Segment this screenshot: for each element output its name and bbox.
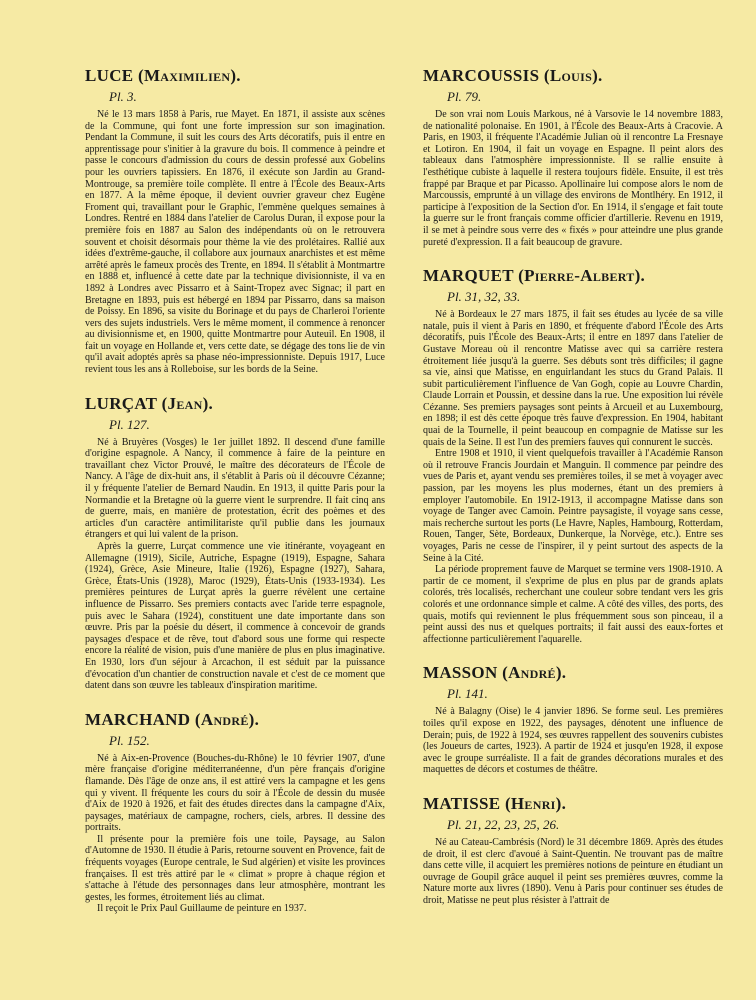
artist-entry xyxy=(423,66,723,248)
artist-firstname: (André). xyxy=(502,663,567,683)
plate-reference: Pl. 3. xyxy=(109,89,137,104)
artist-entry xyxy=(85,394,385,692)
biography-paragraph: Né au Cateau-Cambrésis (Nord) le 31 décembre 1869. Après des études de droit, il est clerc d'avoué à Saint-Quentin. Ne trouvant pas de maître dans cette ville, il acquiert les premières notions de peinture en étudiant un ouvrage de Goupil grâce auquel il peint ses premières œuvres, comme la Nature morte aux livres (1890). Venu à Paris pour continuer ses études de droit, Matisse ne peut plus résister à l'attrait de xyxy=(423,836,723,906)
biography-paragraph: Après la guerre, Lurçat commence une vie itinérante, voyageant en Allemagne (1919), Sicile, Autriche, Espagne (1919), Espagne, Sahara (1924), Grèce, Asie Mineure, Italie (1926), Espagne (1927), Sahara, Grèce, États-Unis (1928), Maroc (1929), États-Unis (1933-1934). Les premières peintures de Lurçat après la guerre révèlent une certaine influence de Pissarro. Ses premiers contacts avec l'aride terre espagnole, puis avec le Sahara (1924), constituent une date importante dans son œuvre. Pris par la poésie du désert, il commence à concevoir de grands paysages d'espace et de rêve, tout d'abord sous une forme qui respecte encore la réalité de vision, puis d'une manière de plus en plus imaginative. En 1930, lors d'un séjour à Arcachon, il est séduit par la puissance d'évocation d'un chantier de construction navale et c'est de ce moment que datent dans son œuvre les tableaux d'inspiration maritime. xyxy=(85,541,385,692)
right-column xyxy=(423,66,723,924)
plate-reference: Pl. 141. xyxy=(447,686,488,702)
plate-reference: Pl. 127. xyxy=(109,416,150,432)
artist-name xyxy=(85,710,385,730)
artist-firstname: (Louis). xyxy=(543,66,603,85)
artist-surname: MASSON xyxy=(423,663,498,683)
artist-biography xyxy=(423,837,723,907)
artist-name xyxy=(85,394,385,414)
biography-paragraph: Entre 1908 et 1910, il vient quelquefois travailler à l'Académie Ranson où il retrouve Francis Jourdain et Manguin. Il commence par peindre des vues de Paris et, ayant vendu ses premières toiles, il se met à voyager avec passion, par les moyens les plus modernes, étant un des premiers à employer l'automobile. En 1912-1913, il accompagne Matisse dans son voyage de Tanger avec Camoin. Peintre paysagiste, il voyage sans cesse, mais recherche surtout les ports (Le Havre, Naples, Hambourg, Rotterdam, Rouen, Tanger, Sète, Bordeaux, Dunkerque, la Norvège, etc.). Entre ses voyages, Paris ne cesse de l'inspirer, il y peint surtout des aspects de la Seine à la Cité. xyxy=(423,448,723,564)
plate-reference: Pl. 21, 22, 23, 25, 26. xyxy=(447,816,560,832)
biography-paragraph: Né à Bruyères (Vosges) le 1er juillet 1892. Il descend d'une famille d'origine espagnole. A Nancy, il commence à faire de la peinture en travaillant chez Victor Prouvé, le maître des décorateurs de l'École de Nancy. A l'âge de dix-huit ans, il s'établit à Paris où il découvre Cézanne; il y fréquente l'atelier de Bernard Naudin. En 1913, il quitte Paris pour la Normandie et la Bretagne où la guerre vient le surprendre. Il fait cinq ans de guerre, mais, en manière de protestation, écrit des poèmes et des articles d'un caractère antimilitariste qu'il publie dans les journaux étrangers et qui lui valent de la prison. xyxy=(85,436,385,541)
artist-firstname: (Maximilien). xyxy=(138,66,241,85)
left-column xyxy=(85,66,385,933)
artist-entry xyxy=(85,710,385,915)
artist-biography xyxy=(85,753,385,915)
artist-biography xyxy=(85,109,385,376)
artist-name xyxy=(423,266,723,286)
plate-reference: Pl. 79. xyxy=(447,89,482,104)
artist-entry xyxy=(85,66,385,376)
artist-surname: MARQUET xyxy=(423,266,514,286)
biography-paragraph: De son vrai nom Louis Markous, né à Varsovie le 14 novembre 1883, de nationalité polonaise. En 1901, à l'École des Beaux-Arts à Cracovie. A Paris, en 1903, il fréquente l'Académie Julian où il rencontre La Fresnaye et Lotiron. En 1904, il fait un voyage en Espagne. Il peint alors des tableaux dans l'atmosphère impressionniste. Il se rallie ensuite à l'esthétique cubiste à laquelle il restera toujours fidèle. Ensuite, il est très frappé par Braque et par Picasso. Apollinaire lui compose alors le nom de Marcoussis, emprunté à un village des environs de Montlhéry. En 1912, il participe à l'exposition de la Section d'or. En 1914, il s'engage et fait toute la guerre sur le front français comme officier d'artillerie. Revenu en 1919, il se met à peindre sous verre des « fixés » pour atteindre une plus grande pureté d'expression. Il a fait beaucoup de gravure. xyxy=(423,109,723,248)
artist-firstname: (Henri). xyxy=(504,793,567,813)
artist-biography xyxy=(423,109,723,248)
biography-paragraph: Né à Bordeaux le 27 mars 1875, il fait ses études au lycée de sa ville natale, puis il vient à Paris en 1890, et fréquente d'abord l'École des Arts décoratifs, puis l'École des Beaux-Arts; il entre en 1897 dans l'atelier de Gustave Moreau où il rencontre Matisse avec qui sa carrière restera étroitement liée jusqu'à la guerre. Ses débuts sont très difficiles; il gagne sa vie, ainsi que Matisse, en enguirlandant les stucs du Grand Palais. Il subit particulièrement l'influence de Van Gogh, copie au Louvre Chardin, Claude Lorrain et Poussin, et dessine dans la rue. Une exposition lui révèle Cézanne. Ses premiers paysages sont peints à Arcueil et au Luxembourg, en 1898; il est dès cette époque très fauve d'expression. En 1904, habitant quai de la Tournelle, il peint beaucoup en compagnie de Matisse sur les quais de la Seine. Il est l'un des premiers fauves qui connurent le succès. xyxy=(423,309,723,448)
biography-paragraph: Il présente pour la première fois une toile, Paysage, au Salon d'Automne de 1930. Il étudie à Paris, retourne souvent en Provence, fait de fréquents voyages (Europe centrale, le Sud algérien) et visite les provinces françaises. Il est très attiré par le « climat » propre à chaque région et s'attache à l'étude des personnages dans leur atmosphère, montrant les gestes, les formes, étroitement liés au climat. xyxy=(85,833,385,903)
artist-entry xyxy=(423,266,723,645)
plate-reference: Pl. 31, 32, 33. xyxy=(447,289,521,305)
biography-paragraph: La période proprement fauve de Marquet se termine vers 1908-1910. A partir de ce moment, il s'exprime de plus en plus par de grands aplats colorés, très localisés, recherchant une couleur sobre tendant vers les gris colorés et une ordonnance simple et calme. A côté des villes, des ports, des quais, motifs qui reviennent le plus fréquemment sous son pinceau, il a peint aussi des nus et quelques portraits; il fait aussi des eaux-fortes et affectionne particulièrement l'aquarelle. xyxy=(423,564,723,645)
artist-name xyxy=(423,663,723,683)
artist-surname: MARCHAND xyxy=(85,709,191,729)
artist-surname: MATISSE xyxy=(423,793,501,813)
biography-paragraph: Il reçoit le Prix Paul Guillaume de peinture en 1937. xyxy=(97,903,307,915)
artist-firstname: (Jean). xyxy=(161,393,214,413)
biography-paragraph: Né à Balagny (Oise) le 4 janvier 1896. Se forme seul. Les premières toiles qu'il expose en 1922, des paysages, dénotent une influence de Derain; puis, de 1922 à 1924, ses œuvres rappellent des souvenirs cubistes (les Joueurs de cartes, 1923). A partir de 1924 et jusqu'en 1928, il expose avec le groupe surréaliste. Il a fait de grandes décorations murales et des maquettes de décors et costumes de théâtre. xyxy=(423,706,723,776)
artist-firstname: (André). xyxy=(194,709,260,729)
artist-surname: LURÇAT xyxy=(85,393,158,413)
artist-name xyxy=(85,66,385,86)
artist-surname: LUCE xyxy=(85,66,134,85)
artist-entry xyxy=(423,794,723,907)
artist-surname: MARCOUSSIS xyxy=(423,66,540,85)
artist-firstname: (Pierre-Albert). xyxy=(518,266,646,286)
artist-biography xyxy=(423,706,723,776)
artist-name xyxy=(423,66,723,86)
artist-name xyxy=(423,794,723,814)
artist-biography xyxy=(85,437,385,692)
biography-paragraph: Né le 13 mars 1858 à Paris, rue Mayet. En 1871, il assiste aux scènes de la Commune, qui font une forte impression sur son imagination. Pendant la Commune, il suit les cours des Arts décoratifs, puis il entre en apprentissage pour s'initier à la gravure du bois. Il commence à peindre et passe le concours d'admission du cours de dessin professé aux Gobelins pour les ouvriers tapissiers. En 1876, il exécute son Jardin au Grand-Montrouge, sa première toile complète. Il entre à l'École des Beaux-Arts en 1877. A la même époque, il devient ouvrier graveur chez Eugène Froment qui, travaillant pour le Graphic, l'emmène quelques semaines à Londres. Rentré en 1884 dans l'atelier de Carolus Duran, il expose pour la première fois en 1887 au Salon des indépendants où on le retrouvera souvent et choisit désormais pour thème la vie des prolétaires. Rallié aux idées d'extrême-gauche, il collabore aux journaux anarchistes et est même arrêté après le fameux procès des Trente, en 1894. Il s'établit à Montmartre en 1888 et, influencé à cette date par la technique divisionniste, il va en 1892 à Londres avec Pissarro et à Saint-Tropez avec Signac; il part en Bretagne en 1893, puis est hébergé en 1894 par Pissarro, dans sa maison de Poissy. En 1896, sa visite du Borinage et du pays de Charleroi l'oriente vers des sujets industriels. Vers le même moment, il commence à renoncer au divisionnisme et, en 1900, quitte Montmartre pour Auteuil. En 1908, il fait un voyage en Hollande et, vers cette date, se dégage des tons lie de vin qu'il avait adoptés après sa phase néo-impressionniste. Depuis 1917, Luce revient tous les ans à Rolleboise, sur les bords de la Seine. xyxy=(85,109,385,376)
artist-entry xyxy=(423,663,723,776)
artist-biography xyxy=(423,309,723,645)
plate-reference: Pl. 152. xyxy=(109,732,150,748)
biography-paragraph: Né à Aix-en-Provence (Bouches-du-Rhône) le 10 février 1907, d'une mère française d'origine méditerranéenne, d'un père français d'origine flamande. Dès l'âge de onze ans, il est attiré vers la campagne et les gens qui y vivent. Il fréquente les cours du soir à l'École de dessin du musée d'Aix de 1920 à 1926, et fait des études directes dans la campagne d'Aix, paysages, matériaux de campagne, rochers, ciels, arbres. Il dessine des portraits. xyxy=(85,752,385,834)
